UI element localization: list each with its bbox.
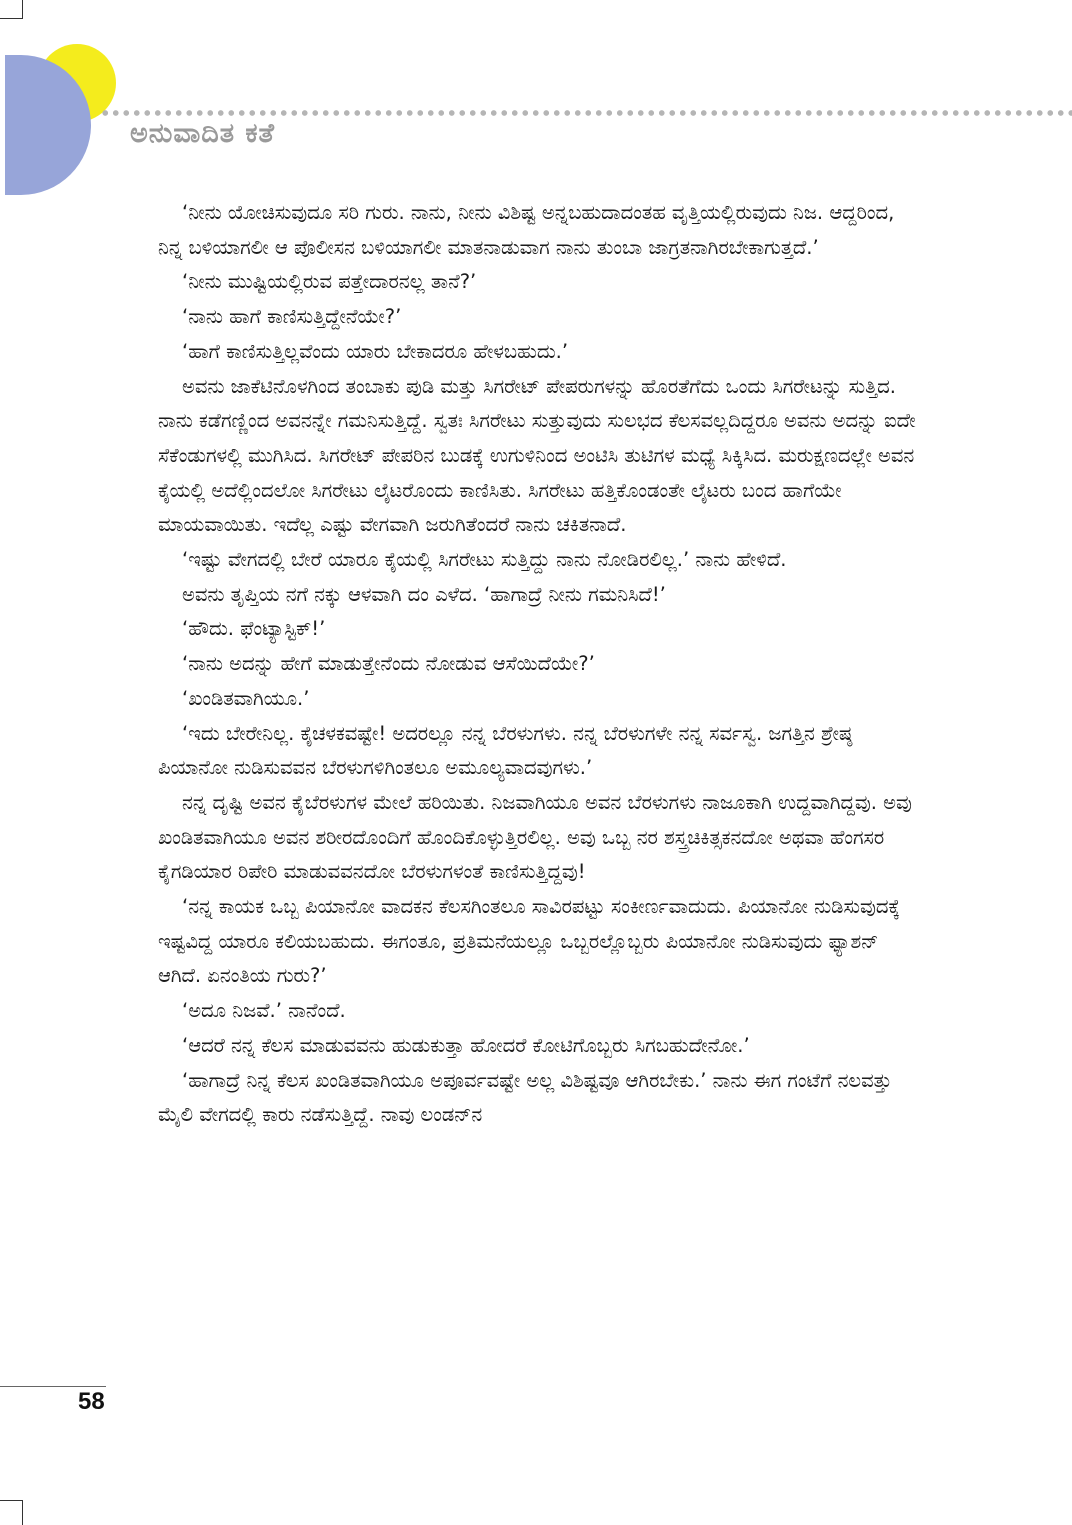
paragraph: ‘ನೀನು ಯೋಚಿಸುವುದೂ ಸರಿ ಗುರು. ನಾನು, ನೀನು ವಿಶಿಷ್ಟ ಅನ್ನಬಹುದಾದಂತಹ ವೃತ್ತಿಯಲ್ಲಿರುವುದು ನಿಜ. ಆದ್ದರಿಂದ, ನಿನ್ನ ಬಳಿಯಾಗಲೀ ಆ ಪೊಲೀಸನ ಬಳಿಯಾಗಲೀ ಮಾತನಾಡುವಾಗ ನಾನು ತುಂಬಾ ಜಾಗ್ರತನಾಗಿರಬೇಕಾಗುತ್ತದೆ.’ [158,201,895,259]
section-title: ಅನುವಾದಿತ ಕತೆ [130,118,275,149]
paragraph: ‘ನಾನು ಅದನ್ನು ಹೇಗೆ ಮಾಡುತ್ತೇನೆಂದು ನೋಡುವ ಆಸೆಯಿದೆಯೇ?’ [182,652,595,676]
crop-mark-bottom-v [22,1500,23,1525]
paragraph: ‘ನನ್ನ ಕಾಯಕ ಒಬ್ಬ ಪಿಯಾನೋ ವಾದಕನ ಕೆಲಸಗಿಂತಲೂ ಸಾವಿರಪಟ್ಟು ಸಂಕೀರ್ಣವಾದುದು. ಪಿಯಾನೋ ನುಡಿಸುವುದಕ್ಕೆ ಇಷ್ಟವಿದ್ದ ಯಾರೂ ಕಲಿಯಬಹುದು. ಈಗಂತೂ, ಪ್ರತಿಮನೆಯಲ್ಲೂ ಒಬ್ಬರಲ್ಲೊಬ್ಬರು ಪಿಯಾನೋ ನುಡಿಸುವುದು ಫ್ಯಾಶನ್ ಆಗಿದೆ. ಏನಂತಿಯ ಗುರು?’ [158,895,900,988]
paragraph: ‘ಹಾಗಾದ್ರೆ ನಿನ್ನ ಕೆಲಸ ಖಂಡಿತವಾಗಿಯೂ ಅಪೂರ್ವವಷ್ಟೇ ಅಲ್ಲ ವಿಶಿಷ್ಟವೂ ಆಗಿರಬೇಕು.’ ನಾನು ಈಗ ಗಂಟೆಗೆ ನಲವತ್ತು ಮೈಲಿ ವೇಗದಲ್ಲಿ ಕಾರು ನಡೆಸುತ್ತಿದ್ದೆ. ನಾವು ಲಂಡನ್‌ನ [158,1068,892,1127]
paragraph: ‘ಆದರೆ ನನ್ನ ಕೆಲಸ ಮಾಡುವವನು ಹುಡುಕುತ್ತಾ ಹೋದರೆ ಕೋಟಿಗೊಬ್ಬರು ಸಿಗಬಹುದೇನೋ.’ [182,1033,750,1057]
paragraph: ನನ್ನ ದೃಷ್ಟಿ ಅವನ ಕೈಬೆರಳುಗಳ ಮೇಲೆ ಹರಿಯಿತು. ನಿಜವಾಗಿಯೂ ಅವನ ಬೆರಳುಗಳು ನಾಜೂಕಾಗಿ ಉದ್ದವಾಗಿದ್ದವು. ಅವು ಖಂಡಿತವಾಗಿಯೂ ಅವನ ಶರೀರದೊಂದಿಗೆ ಹೊಂದಿಕೊಳ್ಳುತ್ತಿರಲಿಲ್ಲ. ಅವು ಒಬ್ಬ ನರ ಶಸ್ತ್ರಚಿಕಿತ್ಸಕನದೋ ಅಥವಾ ಹೆಂಗಸರ ಕೈಗಡಿಯಾರ ರಿಪೇರಿ ಮಾಡುವವನದೋ ಬೆರಳುಗಳಂತೆ ಕಾಣಿಸುತ್ತಿದ್ದವು! [158,790,912,884]
paragraph: ‘ನೀನು ಮುಷ್ಟಿಯಲ್ಲಿರುವ ಪತ್ತೇದಾರನಲ್ಲ ತಾನೆ?’ [182,270,477,294]
paragraph: ‘ಅದೂ ನಿಜವೆ.’ ನಾನೆಂದೆ. [182,999,346,1023]
paragraph: ಅವನು ತೃಪ್ತಿಯ ನಗೆ ನಕ್ಕು ಆಳವಾಗಿ ದಂ ಎಳೆದ. ‘ಹಾಗಾದ್ರೆ ನೀನು ಗಮನಿಸಿದೆ!’ [182,582,666,606]
story-body [158,196,918,1133]
paragraph: ‘ಖಂಡಿತವಾಗಿಯೂ.’ [182,686,310,710]
footer-rule [0,1386,106,1387]
paragraph: ‘ನಾನು ಹಾಗೆ ಕಾಣಿಸುತ್ತಿದ್ದೇನೆಯೇ?’ [182,305,402,329]
paragraph: ಅವನು ಜಾಕೆಟಿನೊಳಗಿಂದ ತಂಬಾಕು ಪುಡಿ ಮತ್ತು ಸಿಗರೇಟ್ ಪೇಪರುಗಳನ್ನು ಹೊರತೆಗೆದು ಒಂದು ಸಿಗರೇಟನ್ನು ಸುತ್ತಿದ. ನಾನು ಕಡೆಗಣ್ಣಿಂದ ಅವನನ್ನೇ ಗಮನಿಸುತ್ತಿದ್ದೆ. ಸ್ವತಃ ಸಿಗರೇಟು ಸುತ್ತುವುದು ಸುಲಭದ ಕೆಲಸವಲ್ಲದಿದ್ದರೂ ಅವನು ಅದನ್ನು ಐದೇ ಸೆಕೆಂಡುಗಳಲ್ಲಿ ಮುಗಿಸಿದ. ಸಿಗರೇಟ್ ಪೇಪರಿನ ಬುಡಕ್ಕೆ ಉಗುಳಿನಿಂದ ಅಂಟಿಸಿ ತುಟಿಗಳ ಮಧ್ಯೆ ಸಿಕ್ಕಿಸಿದ. ಮರುಕ್ಷಣದಲ್ಲೇ ಅವನ ಕೈಯಲ್ಲಿ ಅದೆಲ್ಲಿಂದಲೋ ಸಿಗರೇಟು ಲೈಟರೊಂದು ಕಾಣಿಸಿತು. ಸಿಗರೇಟು ಹತ್ತಿಕೊಂಡಂತೇ ಲೈಟರು ಬಂದ ಹಾಗೆಯೇ ಮಾಯವಾಯಿತು. ಇದೆಲ್ಲ ಎಷ್ಟು ವೇಗವಾಗಿ ಜರುಗಿತೆಂದರೆ ನಾನು ಚಕಿತನಾದೆ. [158,374,916,537]
crop-mark-top-v [22,0,23,19]
paragraph: ‘ಹೌದು. ಫೆಂಟ್ಯಾಸ್ಟಿಕ್!’ [182,617,326,641]
crop-mark-top-h [0,18,22,19]
page-number: 58 [78,1388,105,1415]
paragraph: ‘ಇದು ಬೇರೇನಿಲ್ಲ. ಕೈಚಳಕವಷ್ಟೇ! ಅದರಲ್ಲೂ ನನ್ನ ಬೆರಳುಗಳು. ನನ್ನ ಬೆರಳುಗಳೇ ನನ್ನ ಸರ್ವಸ್ವ. ಜಗತ್ತಿನ ಶ್ರೇಷ್ಠ ಪಿಯಾನೋ ನುಡಿಸುವವನ ಬೆರಳುಗಳಿಗಿಂತಲೂ ಅಮೂಲ್ಯವಾದವುಗಳು.’ [158,721,853,780]
header-dotted-rule [100,108,1072,118]
paragraph: ‘ಇಷ್ಟು ವೇಗದಲ್ಲಿ ಬೇರೆ ಯಾರೂ ಕೈಯಲ್ಲಿ ಸಿಗರೇಟು ಸುತ್ತಿದ್ದು ನಾನು ನೋಡಿರಲಿಲ್ಲ.’ ನಾನು ಹೇಳಿದೆ. [182,548,787,572]
crop-mark-bottom-h [0,1500,22,1501]
paragraph: ‘ಹಾಗೆ ಕಾಣಿಸುತ್ತಿಲ್ಲವೆಂದು ಯಾರು ಬೇಕಾದರೂ ಹೇಳಬಹುದು.’ [182,339,569,363]
